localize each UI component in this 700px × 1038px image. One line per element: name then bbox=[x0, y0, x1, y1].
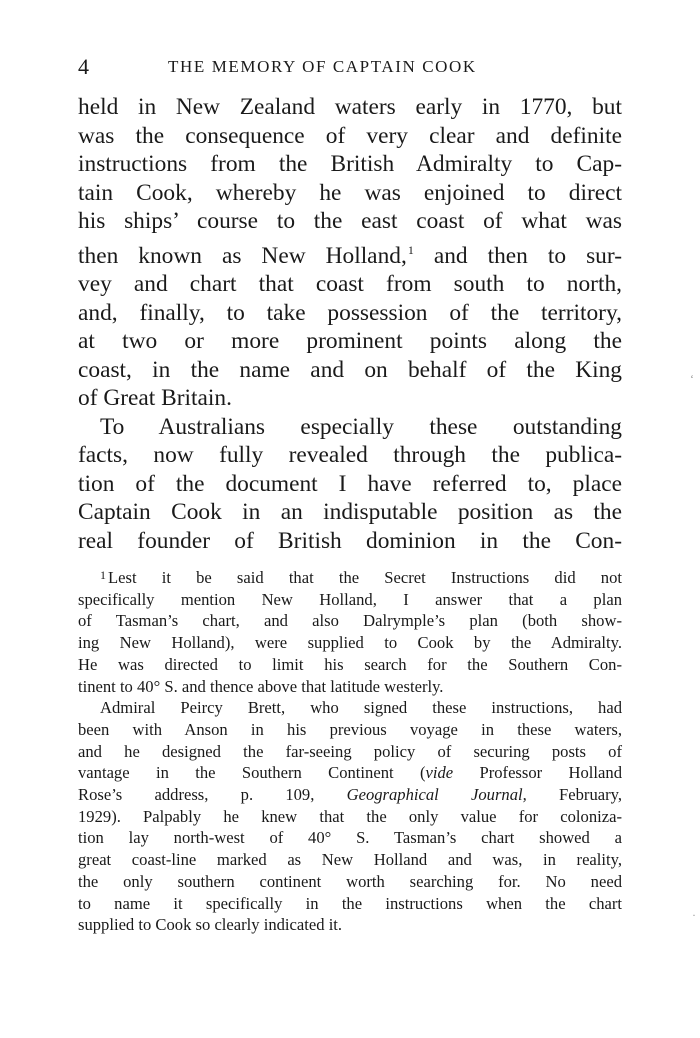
footnote-line: 1929). Palpably he knew that the only value for coloniza- bbox=[78, 806, 622, 826]
running-head bbox=[78, 54, 622, 82]
body-line: instructions from the British Admiralty to Cap- bbox=[78, 151, 622, 177]
scan-speck: ‘ bbox=[690, 372, 694, 386]
footnote-line: Admiral Peircy Brett, who signed these instructions, had bbox=[100, 698, 622, 718]
footnote-line-part: vantage in the Southern Continent ( bbox=[78, 763, 426, 783]
body-line-part: then known as New Holland, bbox=[78, 242, 407, 269]
footnote-line: to name it specifically in the instructions when the chart bbox=[78, 893, 622, 913]
body-line: held in New Zealand waters early in 1770, but bbox=[78, 94, 622, 120]
footnote-line: the only southern continent worth searching for. No need bbox=[78, 871, 622, 891]
body-line: coast, in the name and on behalf of the King bbox=[78, 356, 622, 383]
page-number: 4 bbox=[78, 54, 89, 79]
footnote-line: He was directed to limit his search for the Southern Con- bbox=[78, 654, 622, 674]
footnote-line: and he designed the far-seeing policy of securing posts of bbox=[78, 741, 622, 761]
body-line: Captain Cook in an indisputable position as the bbox=[78, 499, 622, 525]
footnote-line bbox=[78, 565, 622, 589]
footnote bbox=[78, 565, 622, 936]
body-line-part: and then to sur- bbox=[433, 242, 622, 269]
footnote-italic: vide bbox=[425, 763, 454, 783]
footnote-line-part: February, bbox=[526, 785, 623, 805]
body-line: vey and chart that coast from south to north, bbox=[78, 271, 622, 297]
footnote-line: been with Anson in his previous voyage in these waters, bbox=[78, 719, 622, 739]
book-page bbox=[78, 54, 622, 936]
footnote-line-part: Rose’s address, p. 109, bbox=[78, 785, 347, 805]
footnote-line: tion lay north-west of 40° S. Tasman’s chart showed a bbox=[78, 828, 622, 848]
footnote-line bbox=[78, 762, 622, 784]
footnote-reference: 1 bbox=[407, 242, 414, 257]
footnote-line: of Tasman’s chart, and also Dalrymple’s plan (both show- bbox=[78, 611, 622, 631]
footnote-line: great coast-line marked as New Holland and was, in reality, bbox=[78, 850, 622, 870]
footnote-line bbox=[78, 784, 622, 806]
body-line: and, finally, to take possession of the territory, bbox=[78, 299, 622, 326]
footnote-line-part: Lest it be said that the Secret Instructions did not bbox=[108, 568, 622, 587]
footnote-marker: 1 bbox=[100, 568, 106, 582]
body-line: facts, now fully revealed through the publica- bbox=[78, 442, 622, 468]
body-text bbox=[78, 93, 622, 555]
footnote-line-part: Professor Holland bbox=[453, 763, 622, 783]
scan-speck: · bbox=[692, 908, 696, 922]
body-line: To Australians especially these outstanding bbox=[100, 413, 622, 440]
running-title: THE MEMORY OF CAPTAIN COOK bbox=[168, 57, 477, 76]
body-line: of Great Britain. bbox=[78, 385, 232, 411]
footnote-line: supplied to Cook so clearly indicated it. bbox=[78, 915, 343, 935]
footnote-line: specifically mention New Holland, I answer that a plan bbox=[78, 589, 622, 609]
footnote-italic: Geographical Journal, bbox=[346, 785, 527, 805]
body-line: tion of the document I have referred to, place bbox=[78, 470, 622, 497]
body-line: was the consequence of very clear and definite bbox=[78, 122, 622, 149]
body-line-with-footnote-ref bbox=[78, 236, 622, 271]
body-line: his ships’ course to the east coast of what was bbox=[78, 208, 622, 234]
body-line: at two or more prominent points along the bbox=[78, 328, 622, 354]
body-line: real founder of British dominion in the Con- bbox=[78, 527, 622, 554]
footnote-line: tinent to 40° S. and thence above that latitude westerly. bbox=[78, 676, 444, 696]
body-line: tain Cook, whereby he was enjoined to direct bbox=[78, 179, 622, 206]
footnote-line: ing New Holland), were supplied to Cook by the Admiralty. bbox=[78, 633, 622, 653]
